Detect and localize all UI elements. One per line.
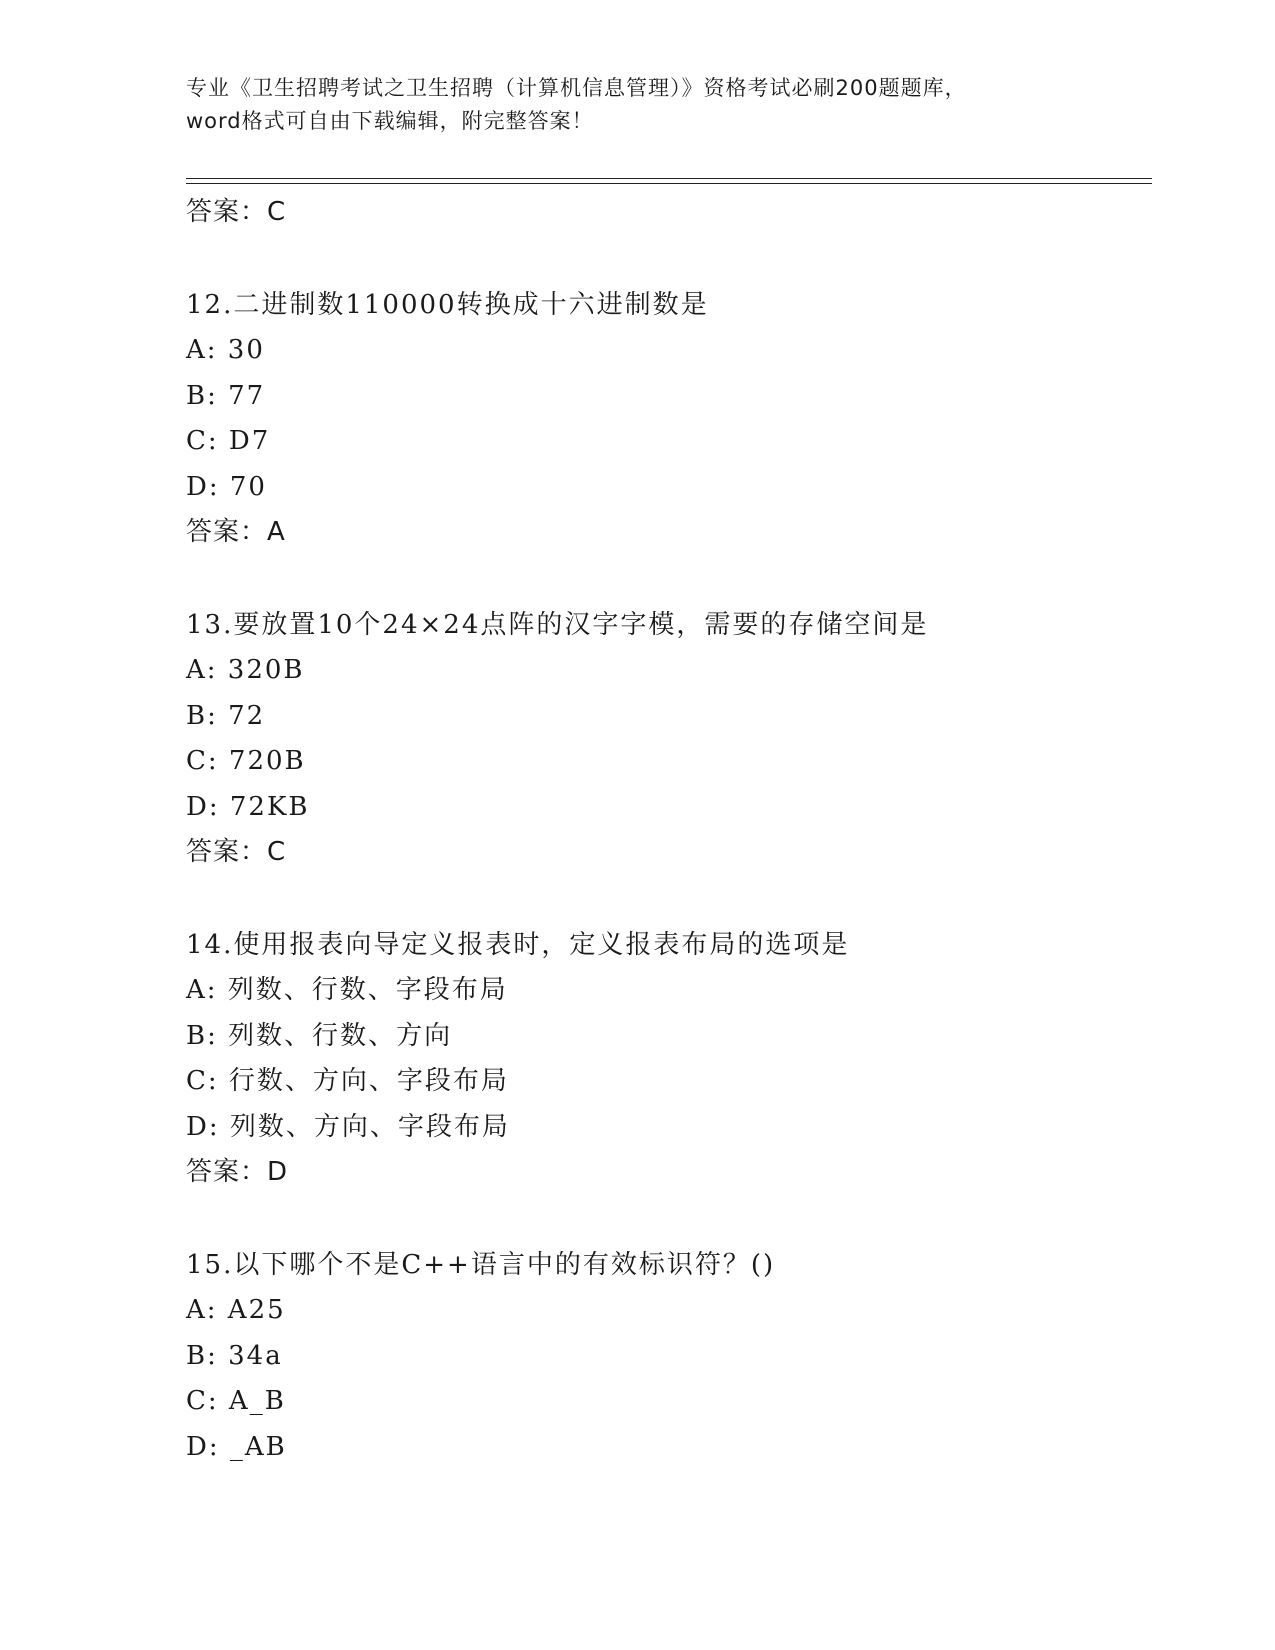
header-line-1: 专业《卫生招聘考试之卫生招聘（计算机信息管理）》资格考试必刷200题题库， bbox=[186, 76, 967, 100]
question-block-13 bbox=[186, 602, 1152, 875]
answer-line: 答案：D bbox=[186, 1157, 289, 1187]
question-block-15 bbox=[186, 1242, 1152, 1470]
question-stem: 12.二进制数110000转换成十六进制数是 bbox=[186, 290, 709, 320]
question-list bbox=[186, 190, 1152, 1470]
answer-line: 答案：C bbox=[186, 197, 287, 227]
option-d: D: 70 bbox=[186, 471, 267, 502]
header-line-2: word格式可自由下载编辑，附完整答案！ bbox=[186, 109, 594, 133]
option-a: A: 列数、行数、字段布局 bbox=[186, 975, 508, 1005]
question-stem: 13.要放置10个24×24点阵的汉字字模，需要的存储空间是 bbox=[186, 610, 929, 640]
option-d: D: 72KB bbox=[186, 791, 310, 822]
option-c: C: A_B bbox=[186, 1386, 286, 1416]
option-b: B: 34a bbox=[186, 1340, 283, 1371]
question-stem: 15.以下哪个不是C++语言中的有效标识符？() bbox=[186, 1250, 776, 1280]
question-block-14 bbox=[186, 922, 1152, 1195]
option-a: A: A25 bbox=[186, 1295, 286, 1325]
option-d: D: 列数、方向、字段布局 bbox=[186, 1111, 510, 1142]
question-block-12 bbox=[186, 282, 1152, 555]
question-stem: 14.使用报表向导定义报表时，定义报表布局的选项是 bbox=[186, 930, 850, 960]
option-c: C: 行数、方向、字段布局 bbox=[186, 1066, 509, 1096]
option-c: C: 720B bbox=[186, 746, 306, 776]
option-a: A: 30 bbox=[186, 335, 265, 365]
option-a: A: 320B bbox=[186, 655, 305, 685]
document-header bbox=[186, 72, 1086, 138]
header-divider-bottom bbox=[186, 183, 1152, 184]
option-d: D: _AB bbox=[186, 1431, 287, 1462]
option-b: B: 72 bbox=[186, 700, 266, 731]
option-c: C: D7 bbox=[186, 426, 271, 456]
option-b: B: 77 bbox=[186, 380, 266, 411]
answer-line: 答案：C bbox=[186, 837, 287, 867]
answer-line: 答案：A bbox=[186, 517, 286, 547]
header-divider-top bbox=[186, 178, 1152, 179]
option-b: B: 列数、行数、方向 bbox=[186, 1020, 453, 1051]
